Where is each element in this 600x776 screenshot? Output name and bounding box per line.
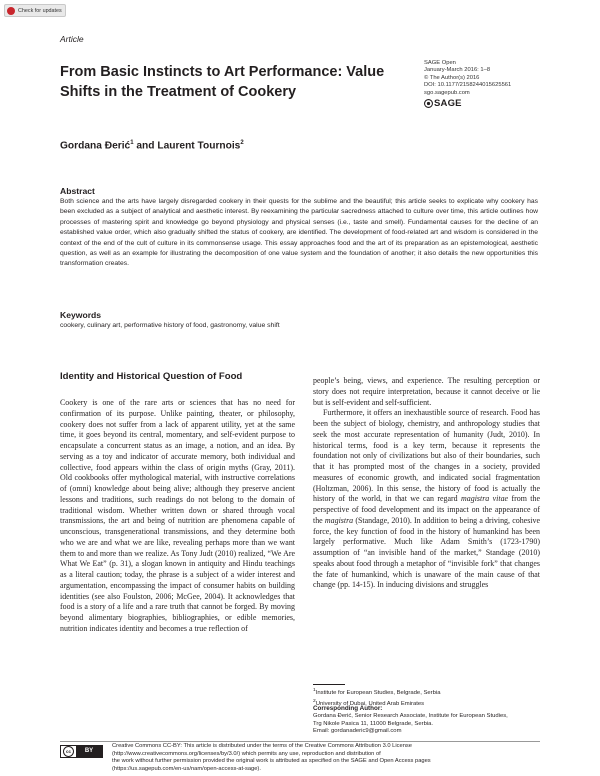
license-line[interactable]: (https://us.sagepub.com/en-us/nam/open-access-at-sage). [112, 765, 261, 772]
license-text [112, 743, 542, 773]
body-paragraph [313, 408, 540, 591]
corresponding-author-heading: Corresponding Author: [313, 705, 383, 712]
corresponding-author-line: Gordana Đerić, Senior Research Associate, Institute for European Studies, [313, 713, 508, 719]
check-for-updates-button[interactable] [4, 4, 66, 17]
author-affiliation-mark: 1 [130, 140, 134, 146]
journal-doi[interactable]: DOI: 10.1177/2158244015625561 [424, 82, 512, 89]
creative-commons-icon: cc [63, 746, 74, 757]
article-type-label: Article [60, 34, 84, 44]
corresponding-author-line: Trg Nikole Pasica 11, 11000 Belgrade, Serbia. [313, 720, 434, 727]
author-connector: and [133, 140, 158, 152]
cc-by-label: BY [76, 746, 102, 757]
abstract-text: Both science and the arts have largely disregarded cookery in their quests for the sublime and the beautiful; this article seeks to explicate why cookery has been excluded as a subject of analytical and aesthetic interest. By reexamining the particular sacredness attached to culture over time, this article outlines how processes of mastering spirit and knowledge go beyond physiology and physical senses (i.e., taste and smell). Fundamental causes for the decline of an established value order, which also gradually shifted the status of cookery, are identified. The development of food-related art and wisdom is considered in the context of the end of the cult of culture in its commonsense usage. This essay approaches food and the art of its preparation as an epistemological, aesthetic question, as well as an example for illustrating the decomposition of one value system and the foundation of another; it also details the new opportunities this transformation creates. [60, 198, 538, 268]
body-paragraph: people’s being, views, and experience. The resulting perception or story does not require interpretation, because it cannot deceive or lie but is self-evident and self-sufficient. [313, 376, 540, 407]
keywords-heading: Keywords [60, 310, 102, 320]
affiliation-line [313, 687, 441, 698]
section-heading: Identity and Historical Question of Food [60, 371, 243, 382]
article-title: From Basic Instincts to Art Performance: Value Shifts in the Treatment of Cookery [60, 64, 385, 100]
sage-logo-icon [424, 99, 433, 108]
abstract-heading: Abstract [60, 186, 95, 196]
journal-url[interactable]: sgo.sagepub.com [424, 89, 470, 96]
sage-logo [424, 98, 462, 109]
journal-info [424, 60, 511, 97]
author-name: Laurent Tournois [157, 140, 241, 152]
license-line[interactable]: (http://www.creativecommons.org/licenses/by/3.0/) which permits any use, reproduction and distribution of [112, 750, 381, 757]
affiliation-text: Institute for European Studies, Belgrade, Serbia [315, 689, 441, 696]
body-text: from the perspective of food development and its impact on the appearance of the [313, 494, 540, 525]
corresponding-author-details [313, 713, 508, 736]
footnote-divider [313, 684, 345, 685]
body-text: (Standage, 2010). In addition to being a driving, cohesive force, the key function of food in the history of humankind has been largely performative. Much like Adam Smith’s (1723-1790) assumption of “an invisible hand of the market,” Standage (2010) speaks about food through a metaphor of “invisible fork” that changes the fate of humankind, which is unaware of the main cause of that change (pp. 14-15). In inducing divisions and struggles [313, 515, 540, 590]
license-divider [60, 741, 540, 742]
journal-issue: January-March 2016: 1–8 [424, 67, 491, 74]
author-affiliation-mark: 2 [240, 140, 244, 146]
journal-name: SAGE Open [424, 60, 456, 66]
license-line: the work without further permission provided the original work is attributed as specified on the SAGE and Open Access pages [112, 758, 431, 765]
corresponding-author-email[interactable]: Email: gordanaderic9@gmail.com [313, 728, 402, 735]
body-paragraph: Cookery is one of the rare arts or sciences that has no need for confirmation of its purpose. Unlike painting, theater, or philosophy, cookery does not suffer from a lack of apparent utility, yet at the same time, it goes beyond its central, momentary, and self-evident purpose to encapsulate a concurrent status as an image, a notion, and an idea. By serving as a toy and indicator of accurate memory, both individual and collective, food appears within the class of origin myths (Gray, 2011). Old cookbooks offer mythological material, with instructive correlations of (omni) knowledge about being alive; although they preserve ancient lessons and traditions, such readings do not belong to the domain of traditional wisdom. Whether written down or shared through vocal transmissions, the art and being of nutrition are phenomena capable of unconscious, transgenerational transmissions, and they determine both who we are and what we are like, revealing perhaps more than we want them to and more than we realize. As Tony Judt (2010) realized, “We Are What We Eat” (p. 31), a slogan known in antiquity and Hindu teachings as a literal caution; today, the phrase is a subject of a wider interest and argumentation, encompassing the impact of consumer habits on building identities (see also Foulston, 2006; McGee, 2004). It acknowledges that food is a story of a life and a rare truth that cannot be forged. By moving beyond alimentary biographies, bibliographies, or edible memories, nutrition indicates identity and becomes a true reflection of [60, 398, 295, 633]
affiliation-mark: 2 [313, 698, 316, 704]
license-line: Creative Commons CC-BY: This article is distributed under the terms of the Creative Commons Attribution 3.0 License [112, 743, 412, 749]
check-updates-label: Check for updates [18, 7, 62, 14]
body-italic: magistra vitae [461, 494, 509, 504]
body-text: Furthermore, it offers an inexhaustible source of research. Food has been the subject of biology, chemistry, and anthropology studies that seek the most accurate representation of humanity (Judt, 2010). In historical terms, food is a key term, because it represents the foundation not only of civilizations but also of their boundaries, such that it has prompted most of the changes in a society, provided measures of economic growth, and indicated social fragmentation (Holtzman, 2006). In this sense, the history of food is actually the history of the world, in that we can regard [313, 408, 540, 504]
author-list [60, 140, 244, 151]
keywords-text: cookery, culinary art, performative history of food, gastronomy, value shift [60, 322, 280, 329]
body-column-left [60, 398, 295, 635]
author-name: Gordana Đerić [60, 140, 131, 152]
body-column-right [313, 376, 540, 591]
journal-copyright: © The Author(s) 2016 [424, 74, 480, 81]
cc-by-license-badge[interactable] [60, 745, 103, 758]
body-italic: magistra [324, 515, 354, 525]
affiliation-text: University of Dubai, United Arab Emirates [315, 700, 425, 707]
sage-logo-text: SAGE [434, 98, 462, 109]
check-updates-icon [7, 7, 15, 15]
affiliation-mark: 1 [313, 688, 316, 693]
